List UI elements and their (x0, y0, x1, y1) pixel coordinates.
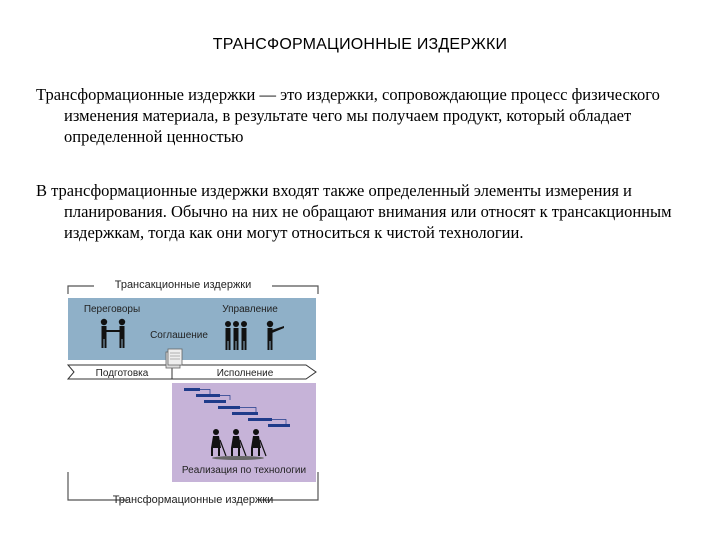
transformation-costs-label: Трансформационные издержки (112, 494, 274, 506)
transaction-costs-label: Трансакционные издержки (114, 279, 252, 291)
costs-diagram (60, 272, 330, 512)
negotiations-label: Переговоры (83, 304, 141, 315)
management-label: Управление (222, 304, 278, 315)
agreement-label: Соглашение (150, 330, 208, 341)
realization-label: Реализация по технологии (181, 465, 307, 476)
paragraph-elements: В трансформационные издержки входят также определенный элементы измерения и планирования. Обычно на них не обращают внимания или относят к трансакционным издержкам, тогда как они могут относиться к чистой технологии. (36, 181, 672, 242)
page-title: ТРАНСФОРМАЦИОННЫЕ ИЗДЕРЖКИ (212, 36, 508, 53)
documents-stack-icon (166, 349, 182, 368)
paragraph-definition: Трансформационные издержки — это издержки, сопровождающие процесс физического изменения материала, в результате чего мы получаем продукт, который обладает определенной ценностью (36, 85, 660, 146)
execution-label: Исполнение (216, 368, 274, 379)
preparation-label: Подготовка (95, 368, 149, 379)
